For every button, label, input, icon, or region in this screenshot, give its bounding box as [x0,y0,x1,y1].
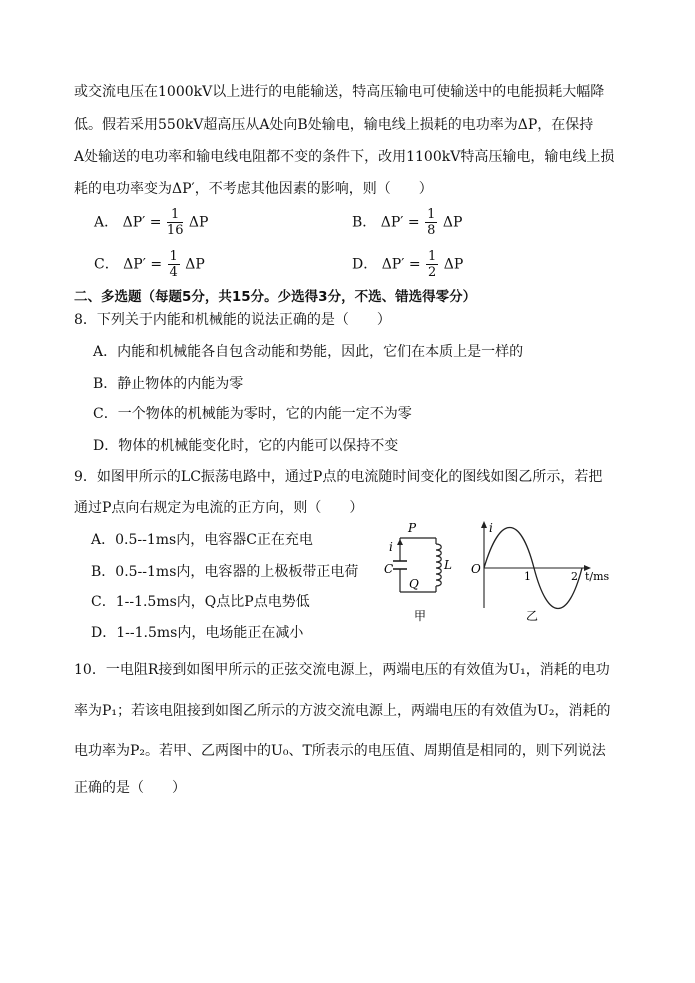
label-origin: O [471,562,481,576]
section-heading: 二、多选题（每题5分，共15分。少选得3分，不选、错选得零分） [74,289,477,305]
q7-option-a[interactable]: A． ΔP′ = $\frac{1}{16}$ ΔP [94,207,209,238]
x-axis-label: t/ms [585,570,610,583]
caption-jia: 甲 [414,609,427,623]
label-p: P [408,521,417,535]
fraction: $\frac{1}{8}$ [427,207,436,238]
label-c: C [384,562,394,576]
fraction: $\frac{1}{2}$ [428,249,437,280]
label-i-circuit: i [389,540,393,554]
q8-stem: 8．下列关于内能和机械能的说法正确的是（ ） [74,312,391,328]
q7-line-2: 低。假若采用550kV超高压从A处向B处输电，输电线上损耗的电功率为ΔP，在保持 [74,117,594,133]
q8-option-b[interactable]: B．静止物体的内能为零 [93,376,244,392]
label-i-axis: i [489,521,493,535]
q9-stem-line-2: 通过P点向右规定为电流的正方向，则（ ） [74,500,364,516]
q9-stem-line-1: 9．如图甲所示的LC振荡电路中，通过P点的电流随时间变化的图线如图乙所示，若把 [74,469,603,485]
caption-yi: 乙 [526,609,539,623]
fraction: $\frac{1}{16}$ [166,207,184,238]
q8-option-d[interactable]: D．物体的机械能变化时，它的内能可以保持不变 [93,438,399,454]
q7-line-1: 或交流电压在1000kV以上进行的电能输送，特高压输电可使输送中的电能损耗大幅降 [74,84,605,100]
q9-option-a[interactable]: A．0.5--1ms内，电容器C正在充电 [91,532,313,548]
tick-2: 2 [571,570,578,583]
q8-option-a[interactable]: A．内能和机械能各自包含动能和势能，因此，它们在本质上是一样的 [93,344,524,360]
current-arrow-icon [397,539,403,545]
q10-line-4: 正确的是（ ） [74,780,186,796]
q7-option-d[interactable]: D． ΔP′ = $\frac{1}{2}$ ΔP [352,249,464,280]
q8-option-c[interactable]: C．一个物体的机械能为零时，它的内能一定不为零 [93,406,412,422]
tick-1: 1 [524,570,531,583]
q9-figure [376,518,626,628]
fraction: $\frac{1}{4}$ [169,249,178,280]
label-l: L [444,558,452,572]
y-axis-arrow-icon [481,521,487,528]
q9-option-b[interactable]: B．0.5--1ms内，电容器的上极板带正电荷 [91,564,359,580]
q9-option-c[interactable]: C．1--1.5ms内，Q点比P点电势低 [91,594,310,610]
q7-line-3: A处输送的电功率和输电线电阻都不变的条件下，改用1100kV特高压输电，输电线上损 [74,149,615,165]
q10-line-1: 10．一电阻R接到如图甲所示的正弦交流电源上，两端电压的有效值为U₁，消耗的电功 [74,662,610,678]
q7-line-4: 耗的电功率变为ΔP′，不考虑其他因素的影响，则（ ） [74,181,433,197]
q10-line-2: 率为P₁；若该电阻接到如图乙所示的方波交流电源上，两端电压的有效值为U₂，消耗的 [74,703,611,719]
q7-option-b[interactable]: B． ΔP′ = $\frac{1}{8}$ ΔP [352,207,463,238]
q10-line-3: 电功率为P₂。若甲、乙两图中的U₀、T所表示的电压值、周期值是相同的，则下列说法 [74,743,606,759]
q7-option-c[interactable]: C． ΔP′ = $\frac{1}{4}$ ΔP [94,249,205,280]
label-q: Q [409,577,419,591]
q9-option-d[interactable]: D．1--1.5ms内，电场能正在减小 [91,625,304,641]
current-time-graph [481,521,591,609]
